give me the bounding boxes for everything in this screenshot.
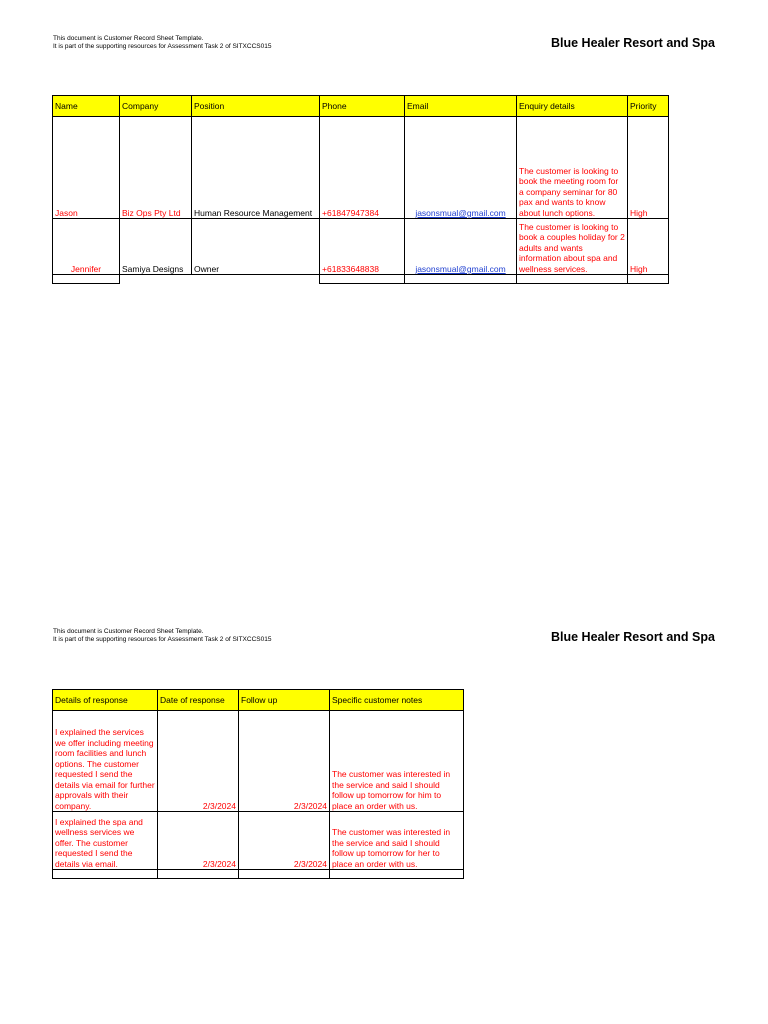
- cell-name[interactable]: Jason: [53, 117, 120, 219]
- header-row: [53, 690, 464, 711]
- header-company: Company: [120, 96, 192, 117]
- cell-date-of-response[interactable]: 2/3/2024: [158, 812, 239, 870]
- intro-line-1: This document is Customer Record Sheet Template.: [53, 628, 204, 635]
- empty-row: [53, 870, 464, 879]
- customer-response-table: [52, 689, 464, 879]
- empty-cell[interactable]: [405, 275, 517, 284]
- email-link[interactable]: jasonsmual@gmail.com: [405, 117, 517, 219]
- cell-company[interactable]: Biz Ops Pty Ltd: [120, 117, 192, 219]
- table-row: [53, 812, 464, 870]
- document-intro: [53, 628, 271, 644]
- header-email: Email: [405, 96, 517, 117]
- empty-cell[interactable]: [239, 870, 330, 879]
- cell-date-of-response[interactable]: 2/3/2024: [158, 711, 239, 812]
- cell-details-of-response[interactable]: I explained the spa and wellness services we offer. The customer requested I send the details via email.: [53, 812, 158, 870]
- empty-cell[interactable]: [517, 275, 628, 284]
- cell-follow-up[interactable]: 2/3/2024: [239, 711, 330, 812]
- cell-enquiry-details[interactable]: The customer is looking to book the meeting room for a company seminar for 80 pax and wants to know about lunch options.: [517, 117, 628, 219]
- cell-specific-customer-notes[interactable]: The customer was interested in the service and said I should follow up tomorrow for her to place an order with us.: [330, 812, 464, 870]
- empty-cell[interactable]: [320, 275, 405, 284]
- intro-line-2: It is part of the supporting resources for Assessment Task 2 of SITXCCS015: [53, 636, 272, 643]
- header-follow-up: Follow up: [239, 690, 330, 711]
- header-phone: Phone: [320, 96, 405, 117]
- cell-position[interactable]: Human Resource Management: [192, 117, 320, 219]
- cell-enquiry-details[interactable]: The customer is looking to book a couples holiday for 2 adults and wants information about spa and wellness services.: [517, 219, 628, 275]
- empty-cell[interactable]: [120, 275, 192, 284]
- header-specific-customer-notes: Specific customer notes: [330, 690, 464, 711]
- empty-row: [53, 275, 669, 284]
- intro-line-1: This document is Customer Record Sheet Template.: [53, 35, 204, 42]
- cell-specific-customer-notes[interactable]: The customer was interested in the service and said I should follow up tomorrow for him to place an order with us.: [330, 711, 464, 812]
- empty-cell[interactable]: [53, 275, 120, 284]
- cell-phone[interactable]: +61847947384: [320, 117, 405, 219]
- header-name: Name: [53, 96, 120, 117]
- empty-cell[interactable]: [192, 275, 320, 284]
- cell-company[interactable]: Samiya Designs: [120, 219, 192, 275]
- cell-priority[interactable]: High: [628, 219, 669, 275]
- header-row: [53, 96, 669, 117]
- brand-title: Blue Healer Resort and Spa: [551, 36, 715, 50]
- header-enquiry-details: Enquiry details: [517, 96, 628, 117]
- cell-name[interactable]: Jennifer: [53, 219, 120, 275]
- table-row: [53, 219, 669, 275]
- brand-title: Blue Healer Resort and Spa: [551, 630, 715, 644]
- table-row: [53, 711, 464, 812]
- empty-cell[interactable]: [158, 870, 239, 879]
- header-details-of-response: Details of response: [53, 690, 158, 711]
- cell-phone[interactable]: +61833648838: [320, 219, 405, 275]
- header-position: Position: [192, 96, 320, 117]
- document-intro: [53, 35, 271, 51]
- customer-record-table: [52, 95, 669, 284]
- cell-follow-up[interactable]: 2/3/2024: [239, 812, 330, 870]
- header-date-of-response: Date of response: [158, 690, 239, 711]
- empty-cell[interactable]: [628, 275, 669, 284]
- cell-priority[interactable]: High: [628, 117, 669, 219]
- table-row: [53, 117, 669, 219]
- empty-cell[interactable]: [53, 870, 158, 879]
- cell-position[interactable]: Owner: [192, 219, 320, 275]
- intro-line-2: It is part of the supporting resources for Assessment Task 2 of SITXCCS015: [53, 43, 272, 50]
- cell-details-of-response[interactable]: I explained the services we offer including meeting room facilities and lunch options. The customer requested I send the details via email for further approvals with their company.: [53, 711, 158, 812]
- email-link[interactable]: jasonsmual@gmail.com: [405, 219, 517, 275]
- header-priority: Priority: [628, 96, 669, 117]
- empty-cell[interactable]: [330, 870, 464, 879]
